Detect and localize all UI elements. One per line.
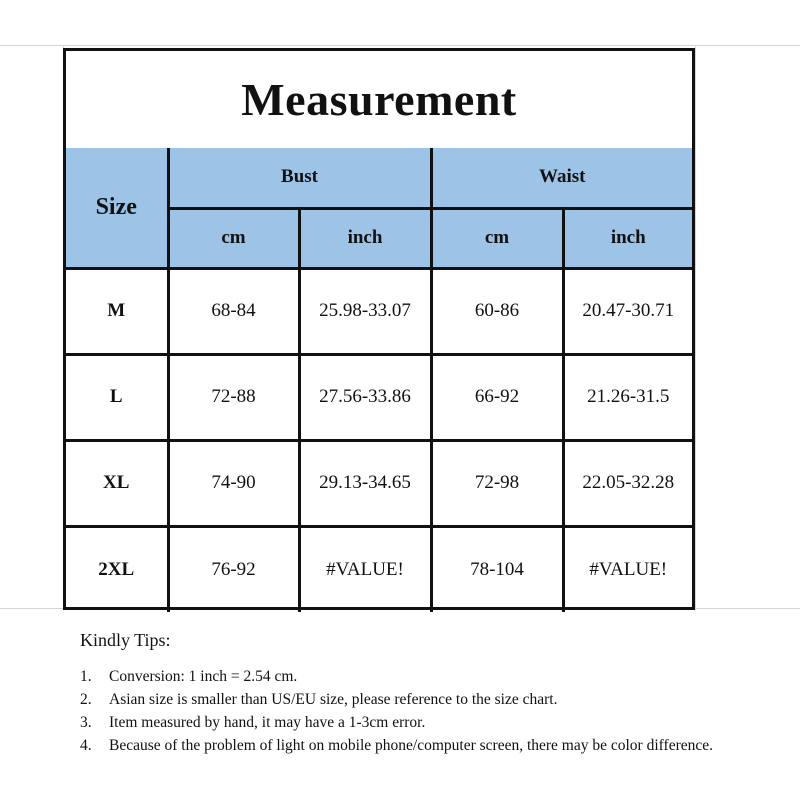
tip-number: 3. (80, 714, 92, 731)
table-row (66, 440, 692, 526)
tip-text: Because of the problem of light on mobile phone/computer screen, there may be color difference. (109, 737, 713, 754)
list-item (80, 688, 780, 711)
table-cell: 76-92 (168, 526, 299, 612)
tips-title: Kindly Tips: (80, 630, 171, 650)
tip-number: 4. (80, 737, 92, 754)
table-cell: 27.56-33.86 (299, 354, 431, 440)
table-cell: 29.13-34.65 (299, 440, 431, 526)
bust-header: Bust (168, 148, 431, 208)
kindly-tips (80, 630, 780, 757)
table-cell: #VALUE! (563, 526, 692, 612)
right-guide-line (695, 45, 696, 610)
size-label: 2XL (66, 526, 168, 612)
unit-header: cm (168, 208, 299, 268)
table-cell: 25.98-33.07 (299, 268, 431, 354)
table-cell: 68-84 (168, 268, 299, 354)
waist-header: Waist (431, 148, 692, 208)
table-cell: 66-92 (431, 354, 563, 440)
tip-text: Item measured by hand, it may have a 1-3cm error. (109, 714, 426, 731)
table-cell: 22.05-32.28 (563, 440, 692, 526)
size-header: Size (66, 148, 168, 268)
unit-header: cm (431, 208, 563, 268)
unit-header: inch (563, 208, 692, 268)
size-label: L (66, 354, 168, 440)
table-cell: 72-88 (168, 354, 299, 440)
list-item (80, 734, 780, 757)
table-row (66, 354, 692, 440)
size-label: M (66, 268, 168, 354)
table-cell: #VALUE! (299, 526, 431, 612)
table-cell: 78-104 (431, 526, 563, 612)
tips-list (80, 665, 780, 757)
table-cell: 20.47-30.71 (563, 268, 692, 354)
unit-header: inch (299, 208, 431, 268)
table-cell: 72-98 (431, 440, 563, 526)
table-cell: 21.26-31.5 (563, 354, 692, 440)
top-guide-line (0, 45, 800, 46)
chart-title: Measurement (66, 51, 692, 151)
size-chart (63, 48, 695, 610)
tip-number: 2. (80, 691, 92, 708)
list-item (80, 711, 780, 734)
table-row (66, 268, 692, 354)
list-item (80, 665, 780, 688)
tip-text: Conversion: 1 inch = 2.54 cm. (109, 668, 298, 685)
table-cell: 60-86 (431, 268, 563, 354)
size-label: XL (66, 440, 168, 526)
table-row (66, 526, 692, 612)
size-table (66, 148, 692, 612)
tip-text: Asian size is smaller than US/EU size, please reference to the size chart. (109, 691, 558, 708)
tip-number: 1. (80, 668, 92, 685)
table-cell: 74-90 (168, 440, 299, 526)
